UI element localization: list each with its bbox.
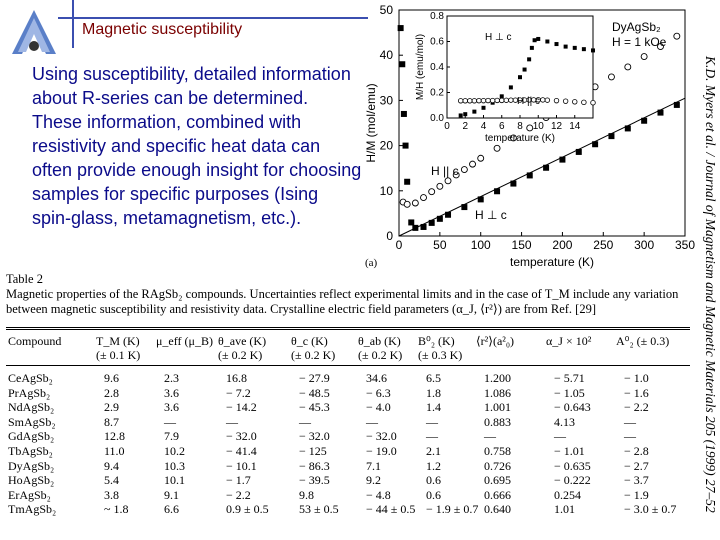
data-point-h-perp-c xyxy=(625,125,631,131)
table-row-compound: TmAgSb₂ xyxy=(8,502,57,517)
table-header-cell: α_J × 10² xyxy=(546,334,592,348)
table-label: Table 2 xyxy=(6,272,43,286)
inset-point-h-perp-c xyxy=(555,42,559,46)
header-rule-vertical xyxy=(72,0,74,48)
table-cell: 12.8 xyxy=(104,429,125,444)
table-cell: − 1.6 xyxy=(624,385,649,400)
table-cell: − 44 ± 0.5 xyxy=(366,502,416,517)
data-point-h-parallel-c xyxy=(674,33,680,39)
y-axis-label: H/M (mol/emu) xyxy=(364,83,378,163)
inset-point-h-perp-c xyxy=(509,85,513,89)
inset-point-h-perp-c xyxy=(536,37,540,41)
data-point-h-perp-c xyxy=(401,111,407,117)
table-cell: − 86.3 xyxy=(299,458,330,473)
table-cell: 1.01 xyxy=(554,502,575,517)
inset-point-h-perp-c xyxy=(482,106,486,110)
table-cell: 1.086 xyxy=(484,385,511,400)
data-point-h-parallel-c xyxy=(437,183,443,189)
x-axis-label: temperature (K) xyxy=(509,255,595,269)
inset-point-h-parallel-c xyxy=(463,98,468,103)
inset-point-h-parallel-c xyxy=(591,100,596,105)
table-cell: − 4.8 xyxy=(366,487,391,502)
annotation-h-parallel-c: H || c xyxy=(431,164,459,178)
table-cell: − 10.1 xyxy=(226,458,257,473)
x-tick-label: 100 xyxy=(470,238,491,252)
y-tick-label: 10 xyxy=(379,183,393,198)
table-cell: 0.726 xyxy=(484,458,511,473)
table-row-compound: NdAgSb₂ xyxy=(8,400,55,415)
table-row-compound: GdAgSb₂ xyxy=(8,429,55,444)
data-point-h-perp-c xyxy=(592,141,598,147)
data-point-h-parallel-c xyxy=(461,167,467,173)
table-header-cell: (± 0.3 K) xyxy=(418,348,463,362)
inset-x-tick-label: 8 xyxy=(517,121,523,132)
inset-point-h-perp-c xyxy=(463,112,467,116)
table-cell: 9.4 xyxy=(104,458,119,473)
table-cell: 9.1 xyxy=(164,487,179,502)
data-point-h-parallel-c xyxy=(404,201,410,207)
table-cell: 2.3 xyxy=(164,371,179,385)
slide-title: Magnetic susceptibility xyxy=(82,21,243,38)
table-cell: — xyxy=(426,429,438,444)
data-point-h-perp-c xyxy=(429,220,435,226)
table-cell: 34.6 xyxy=(366,371,387,385)
table-cell: — xyxy=(484,429,496,444)
data-point-h-perp-c xyxy=(576,149,582,155)
inset-point-h-perp-c xyxy=(523,68,527,72)
data-point-h-perp-c xyxy=(641,118,647,124)
data-point-h-parallel-c xyxy=(470,161,476,167)
data-point-h-perp-c xyxy=(404,179,410,185)
inset-point-h-parallel-c xyxy=(458,98,463,103)
inset-point-h-parallel-c xyxy=(572,100,577,105)
table-cell: − 2.2 xyxy=(226,487,251,502)
data-point-h-parallel-c xyxy=(421,195,427,201)
table-header-cell: (± 0.2 K) xyxy=(218,348,263,362)
inset-point-h-perp-c xyxy=(533,38,537,42)
data-point-h-perp-c xyxy=(445,212,451,218)
table-row-compound: DyAgSb₂ xyxy=(8,458,55,473)
table-cell: 0.640 xyxy=(484,502,511,517)
table-cell: 5.4 xyxy=(104,473,119,488)
inset-point-h-perp-c xyxy=(591,48,595,52)
table-cell: 10.3 xyxy=(164,458,185,473)
table-cell: — xyxy=(624,429,636,444)
table-cell: 9.6 xyxy=(104,371,119,385)
table-cell: − 0.635 xyxy=(554,458,591,473)
data-point-h-perp-c xyxy=(657,110,663,116)
data-point-h-perp-c xyxy=(510,181,516,187)
table-cell: 1.200 xyxy=(484,371,511,385)
inset-point-h-parallel-c xyxy=(495,98,500,103)
slide-body-text: Using susceptibility, detailed information about R-series can be determined. These information, combined with resistivity and specific heat data can often provide enough insight for choosing samples for specific purposes (Ising spin-glass, metamagnetism, etc.). xyxy=(32,64,362,228)
table-cell: − 125 xyxy=(299,444,327,458)
table-cell: 9.8 xyxy=(299,487,314,502)
x-tick-label: 200 xyxy=(552,238,573,252)
x-tick-label: 350 xyxy=(674,238,696,252)
table-cell: 3.8 xyxy=(104,487,119,502)
inset-point-h-parallel-c xyxy=(486,98,491,103)
inset-point-h-parallel-c xyxy=(499,98,504,103)
table-cell: − 1.0 xyxy=(624,371,649,385)
inset-point-h-parallel-c xyxy=(468,98,473,103)
table-header-cell: θ_ab (K) xyxy=(358,334,401,348)
inset-x-tick-label: 6 xyxy=(498,121,505,132)
data-point-h-perp-c xyxy=(421,224,427,230)
table-cell: − 1.7 xyxy=(226,473,251,488)
table-cell: 1.8 xyxy=(426,385,441,400)
table-cell: 2.8 xyxy=(104,385,119,400)
inset-point-h-parallel-c xyxy=(490,98,495,103)
table-cell: 1.001 xyxy=(484,400,511,415)
table-row-compound: HoAgSb₂ xyxy=(8,473,55,488)
table-cell: 0.758 xyxy=(484,444,511,458)
data-point-h-perp-c xyxy=(478,196,484,202)
table-cell: — xyxy=(426,414,438,429)
journal-reference-text: K.D. Myers et al. / Journal of Magnetism and Magnetic Materials 205 (1999) 27–52 xyxy=(703,56,718,513)
x-tick-label: 300 xyxy=(634,238,655,252)
table-cell: 10.2 xyxy=(164,444,185,458)
inset-point-h-parallel-c xyxy=(472,98,477,103)
data-point-h-parallel-c xyxy=(641,54,647,60)
table-cell: — xyxy=(366,414,378,429)
table-cell: ~ 1.8 xyxy=(104,502,129,517)
y-tick-label: 50 xyxy=(379,3,393,17)
inset-y-tick-label: 0.4 xyxy=(430,62,444,73)
table-cell: − 3.0 ± 0.7 xyxy=(624,502,677,517)
table-header-cell: (± 0.1 K) xyxy=(96,348,141,362)
inset-point-h-parallel-c xyxy=(554,98,559,103)
table-cell: 0.9 ± 0.5 xyxy=(226,502,269,517)
inset-x-axis-label: temperature (K) xyxy=(484,133,556,144)
table-caption-block xyxy=(6,272,696,317)
table-header-cell: (± 0.2 K) xyxy=(291,348,336,362)
data-point-h-parallel-c xyxy=(445,178,451,184)
data-point-h-perp-c xyxy=(559,157,565,163)
table-cell: 7.9 xyxy=(164,429,179,444)
inset-x-tick-label: 0 xyxy=(444,121,450,132)
inset-y-tick-label: 0.6 xyxy=(430,36,444,48)
x-tick-label: 0 xyxy=(395,238,403,252)
data-point-h-perp-c xyxy=(543,165,549,171)
table-header-cell: θ_ave (K) xyxy=(218,334,267,348)
inset-y-tick-label: 0.8 xyxy=(430,11,444,22)
table-cell: − 45.3 xyxy=(299,400,330,415)
table-cell: — xyxy=(299,414,311,429)
inset-point-h-parallel-c xyxy=(563,99,568,104)
table-cell: — xyxy=(226,414,238,429)
inset-y-tick-label: 0.2 xyxy=(430,87,444,99)
x-tick-label: 150 xyxy=(511,238,532,252)
inset-point-h-parallel-c xyxy=(477,98,482,103)
table-cell: − 5.71 xyxy=(554,371,585,385)
inset-x-tick-label: 2 xyxy=(462,121,469,132)
table-cell: 16.8 xyxy=(226,371,247,385)
table-header-cell: (± 0.2 K) xyxy=(358,348,403,362)
annotation-h-perp-c: H ⊥ c xyxy=(475,208,507,222)
table-row-compound: PrAgSb₂ xyxy=(8,385,51,400)
inset-point-h-perp-c xyxy=(472,110,476,114)
inset-point-h-perp-c xyxy=(518,75,522,79)
data-point-h-perp-c xyxy=(461,204,467,210)
data-point-h-perp-c xyxy=(674,102,680,108)
inset-point-h-perp-c xyxy=(530,46,534,50)
table-cell: 3.6 xyxy=(164,400,179,415)
table-cell: 2.9 xyxy=(104,400,119,415)
table-row-compound: TbAgSb₂ xyxy=(8,444,53,458)
table-cell: 2.1 xyxy=(426,444,441,458)
inset-point-h-perp-c xyxy=(527,57,531,61)
table-row-compound: ErAgSb₂ xyxy=(8,487,51,502)
table-cell: 0.695 xyxy=(484,473,511,488)
inset-y-axis-label: M/H (emu/mol) xyxy=(415,33,426,101)
inset-point-h-perp-c xyxy=(564,45,568,49)
data-point-h-perp-c xyxy=(437,216,443,222)
table-cell: 0.666 xyxy=(484,487,511,502)
table-cell: — xyxy=(554,429,566,444)
data-point-h-parallel-c xyxy=(478,155,484,161)
table-cell: 9.2 xyxy=(366,473,381,488)
table-cell: − 32.0 xyxy=(366,429,397,444)
table-header-cell: μ_eff (μ_B) xyxy=(156,334,213,348)
inset-plot xyxy=(415,11,595,144)
table-cell: 10.1 xyxy=(164,473,185,488)
table-cell: − 32.0 xyxy=(226,429,257,444)
table-cell: − 2.7 xyxy=(624,458,649,473)
inset-point-h-perp-c xyxy=(582,47,586,51)
y-tick-label: 30 xyxy=(379,93,393,108)
inset-y-tick-label: 0.0 xyxy=(430,113,444,124)
table-cell: 11.0 xyxy=(104,444,125,458)
table-cell: − 2.8 xyxy=(624,444,649,458)
data-point-h-perp-c xyxy=(408,219,414,225)
inset-point-h-parallel-c xyxy=(481,98,486,103)
data-point-h-perp-c xyxy=(608,133,614,139)
inset-point-h-perp-c xyxy=(545,40,549,44)
inset-x-tick-label: 4 xyxy=(480,121,487,132)
table-cell: − 1.05 xyxy=(554,385,585,400)
table-cell: − 1.9 xyxy=(624,487,649,502)
table-cell: − 41.4 xyxy=(226,444,257,458)
y-tick-label: 0 xyxy=(386,229,393,243)
inset-x-tick-label: 12 xyxy=(550,121,563,132)
x-tick-label: 250 xyxy=(593,238,614,252)
table-cell: 1.4 xyxy=(426,400,441,415)
inset-annotation-h-perp-c: H ⊥ c xyxy=(485,32,512,43)
data-point-h-perp-c xyxy=(527,172,533,178)
data-point-h-perp-c xyxy=(399,61,405,67)
panel-label: (a) xyxy=(365,257,378,269)
table-cell: 0.6 xyxy=(426,473,441,488)
inset-point-h-perp-c xyxy=(573,46,577,50)
x-tick-label: 50 xyxy=(433,238,447,252)
data-point-h-parallel-c xyxy=(625,64,631,70)
y-tick-label: 20 xyxy=(379,138,393,153)
table-cell: − 27.9 xyxy=(299,371,330,385)
table-row-compound: CeAgSb₂ xyxy=(8,371,53,385)
table-cell: 4.13 xyxy=(554,414,575,429)
data-point-h-perp-c xyxy=(403,143,409,149)
table-row-compound: SmAgSb₂ xyxy=(8,414,56,429)
table-cell: 3.6 xyxy=(164,385,179,400)
inset-point-h-parallel-c xyxy=(509,98,514,103)
table-cell: — xyxy=(164,414,176,429)
table-cell: − 39.5 xyxy=(299,473,330,488)
inset-x-tick-label: 14 xyxy=(569,121,581,132)
inset-point-h-parallel-c xyxy=(541,98,546,103)
table-header-rule xyxy=(6,365,690,366)
table-cell: 8.7 xyxy=(104,414,119,429)
table-cell: 0.883 xyxy=(484,414,511,429)
table-cell: − 14.2 xyxy=(226,400,257,415)
table-cell: − 7.2 xyxy=(226,385,251,400)
data-point-h-parallel-c xyxy=(412,200,418,206)
table-top-rule xyxy=(6,327,690,328)
table-cell: − 4.0 xyxy=(366,400,391,415)
table-cell: 6.6 xyxy=(164,502,179,517)
table-header-cell: A⁰₂ (± 0.3) xyxy=(616,334,670,348)
inset-point-h-parallel-c xyxy=(504,98,509,103)
table-cell: − 1.01 xyxy=(554,444,585,458)
inset-point-h-perp-c xyxy=(459,113,463,117)
data-point-h-parallel-c xyxy=(608,74,614,80)
table-caption: Magnetic properties of the RAgSb₂ compounds. Uncertainties reflect experimental limits and in the case of T_M include any variation between magnetic susceptibility and resistivity data. Crystalline electric field parameters (α_J, ⟨r²⟩) are from Ref. [29] xyxy=(6,287,679,316)
table-cell: 6.5 xyxy=(426,371,441,385)
table-cell: − 0.222 xyxy=(554,473,591,488)
table-header-cell: θ_c (K) xyxy=(291,334,328,348)
table-cell: 0.254 xyxy=(554,487,581,502)
inset-annotation-h-parallel-c: H || c xyxy=(517,96,540,107)
university-logo xyxy=(8,8,60,56)
data-point-h-perp-c xyxy=(412,225,418,231)
table-header-cell: Compound xyxy=(8,334,62,348)
inset-point-h-parallel-c xyxy=(545,98,550,103)
data-point-h-perp-c xyxy=(494,188,500,194)
legend-compound: DyAgSb₂ xyxy=(612,20,661,34)
susceptibility-figure xyxy=(355,0,695,270)
data-point-h-parallel-c xyxy=(494,145,500,151)
table-header-cell: T_M (K) xyxy=(96,334,140,348)
data-point-h-parallel-c xyxy=(429,189,435,195)
table-cell: 53 ± 0.5 xyxy=(299,502,339,517)
table-cell: − 3.7 xyxy=(624,473,649,488)
table-cell: — xyxy=(624,414,636,429)
header-rule-horizontal xyxy=(58,17,368,19)
table-cell: − 2.2 xyxy=(624,400,649,415)
table-cell: 0.6 xyxy=(426,487,441,502)
table-cell: − 19.0 xyxy=(366,444,397,458)
table-cell: − 0.643 xyxy=(554,400,591,415)
table-top-rule-2 xyxy=(6,329,690,330)
inset-point-h-parallel-c xyxy=(582,100,587,105)
table-cell: − 1.9 ± 0.7 xyxy=(426,502,479,517)
table-header-cell: B⁰₂ (K) xyxy=(418,334,455,348)
table-header-cell: ⟨r²⟩(a²₀) xyxy=(476,334,515,348)
inset-x-tick-label: 10 xyxy=(532,121,544,132)
table-cell: 7.1 xyxy=(366,458,381,473)
y-tick-label: 40 xyxy=(379,48,393,63)
table-cell: − 48.5 xyxy=(299,385,330,400)
table-cell: − 6.3 xyxy=(366,385,391,400)
data-point-h-perp-c xyxy=(398,25,404,31)
table-cell: 1.2 xyxy=(426,458,441,473)
legend-field: H = 1 kOe xyxy=(612,35,667,49)
table-cell: − 32.0 xyxy=(299,429,330,444)
